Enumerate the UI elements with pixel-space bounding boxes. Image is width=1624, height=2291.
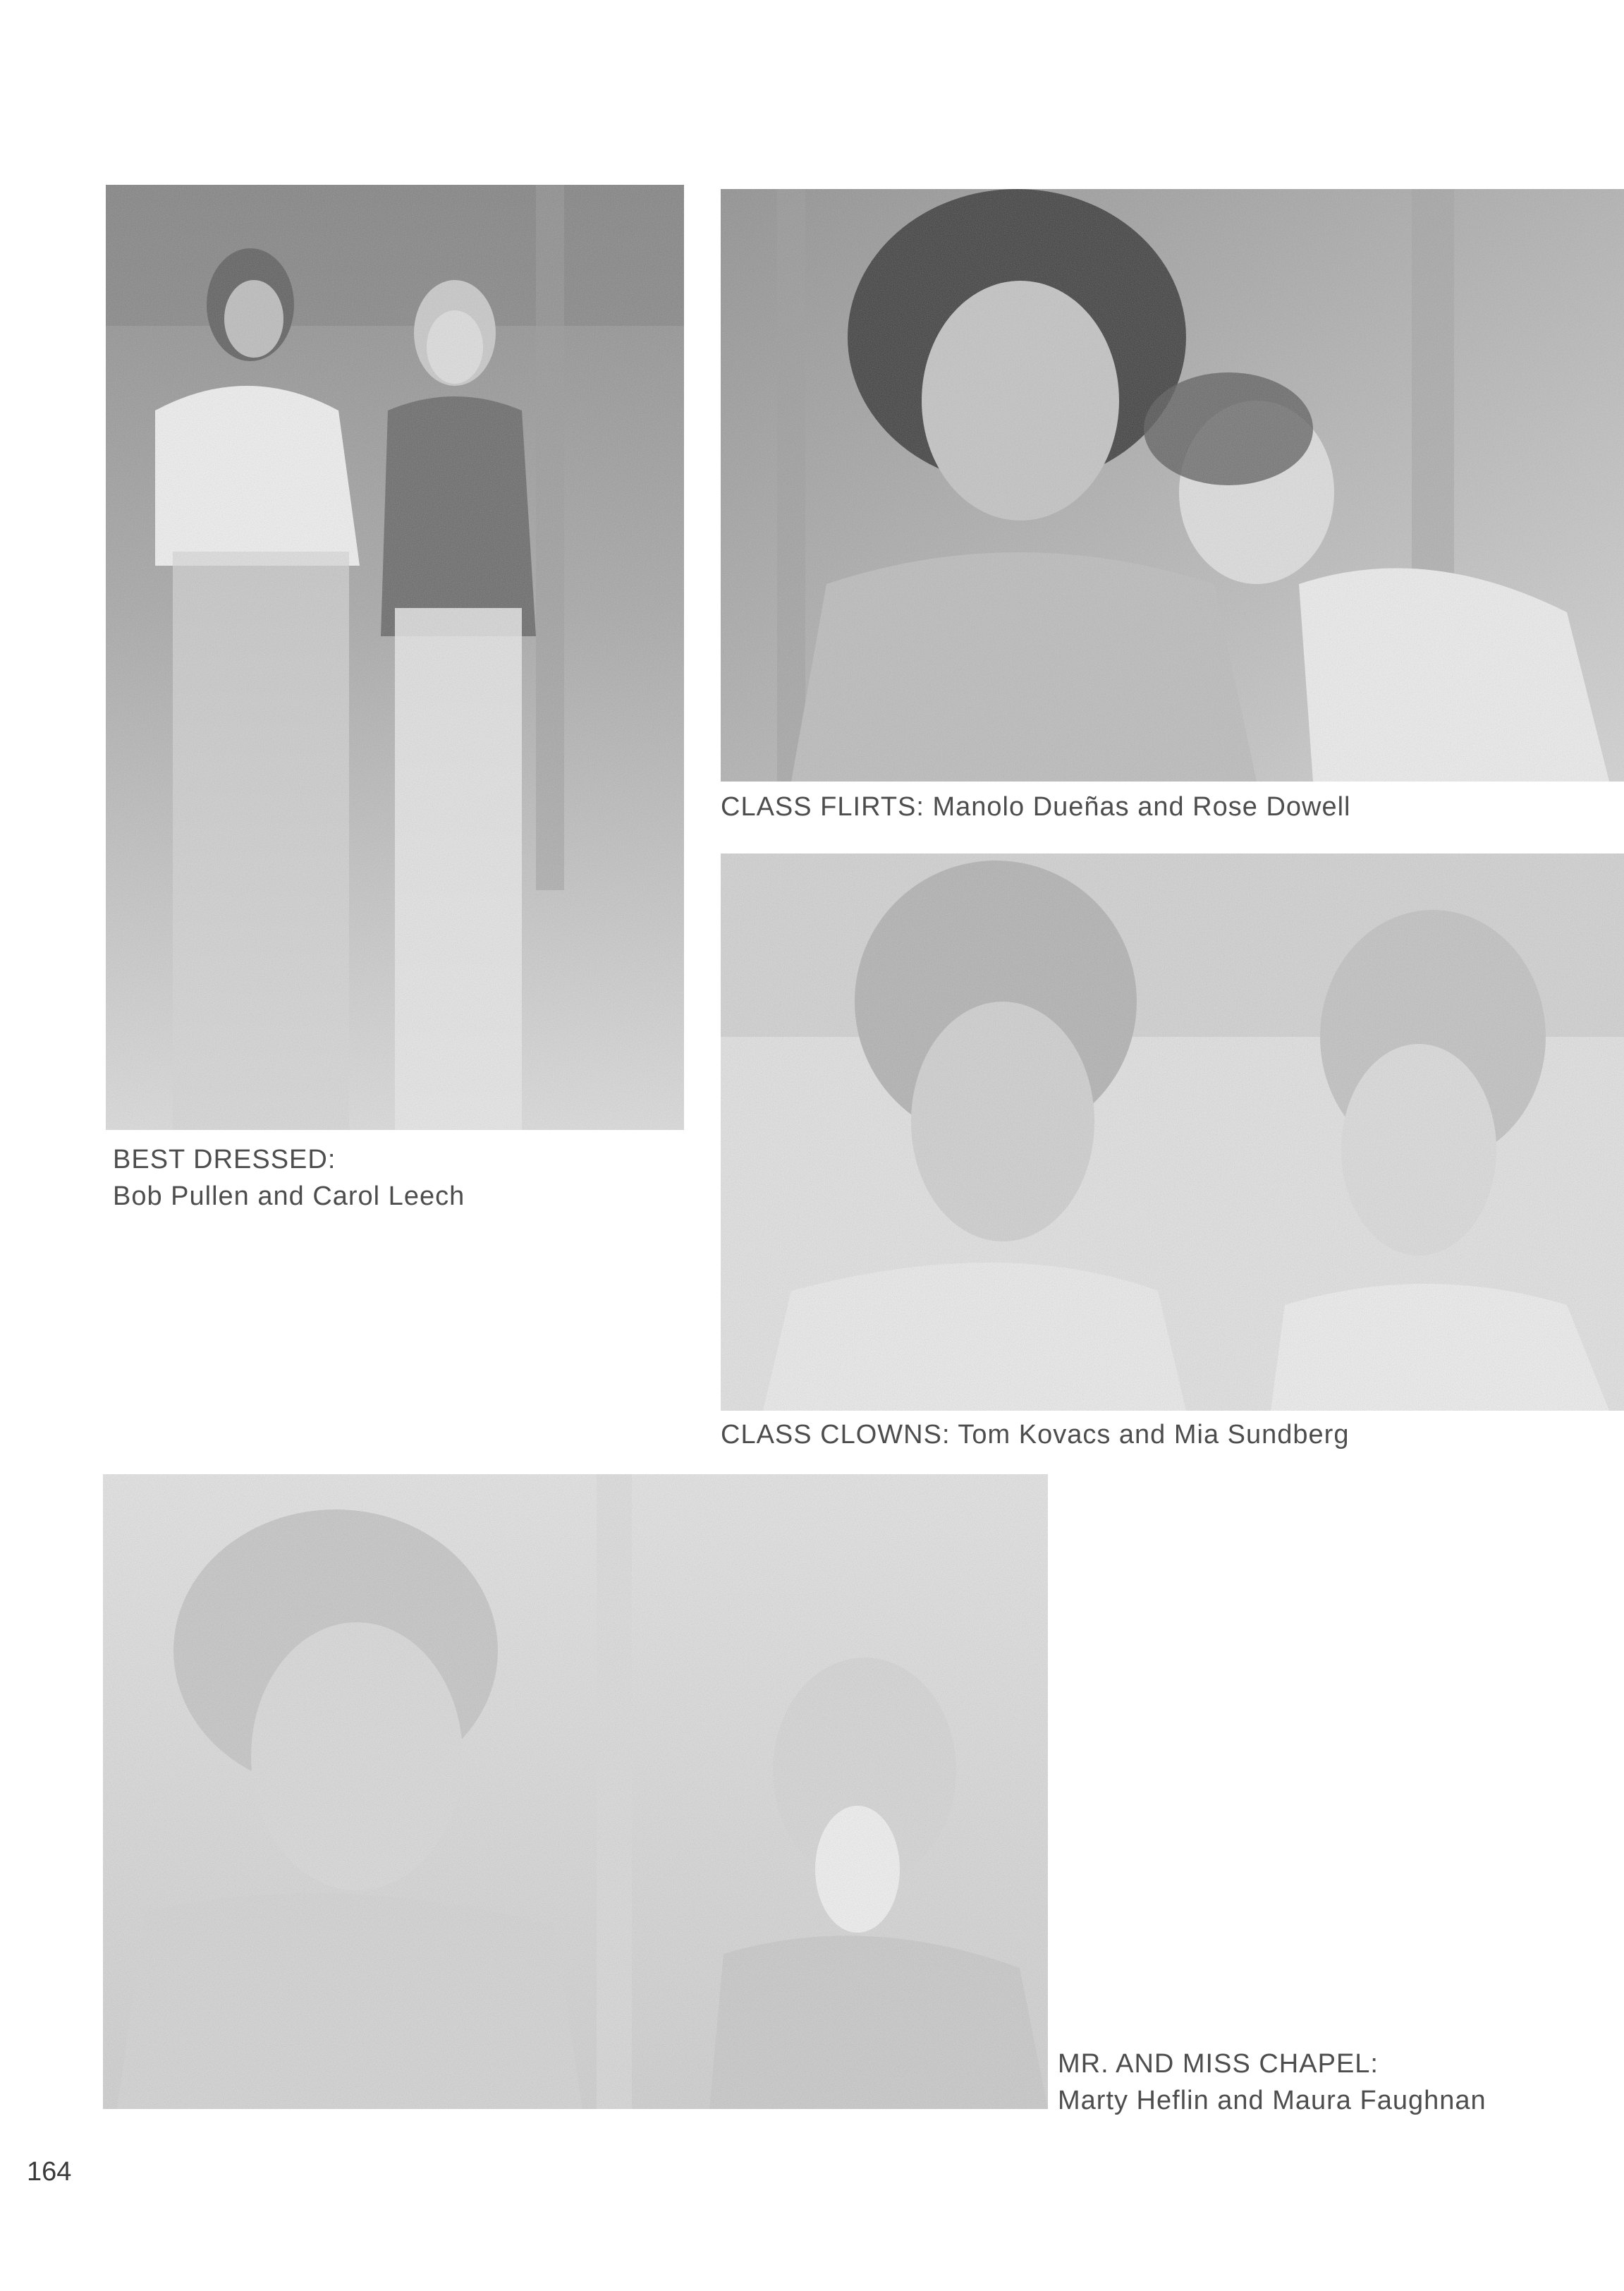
caption-best-dressed-title: BEST DRESSED: [113, 1145, 336, 1174]
photo-class-flirts-image [721, 189, 1624, 782]
photo-class-clowns-image [721, 853, 1624, 1411]
caption-best-dressed-names: Bob Pullen and Carol Leech [113, 1181, 465, 1211]
photo-best-dressed [106, 185, 684, 1130]
caption-class-clowns-text: CLASS CLOWNS: Tom Kovacs and Mia Sundberg [721, 1420, 1350, 1450]
caption-class-flirts-text: CLASS FLIRTS: Manolo Dueñas and Rose Dowell [721, 792, 1351, 822]
caption-chapel-title: MR. AND MISS CHAPEL: [1058, 2049, 1379, 2079]
caption-class-clowns [721, 1416, 1349, 1453]
photo-best-dressed-image [106, 185, 684, 1130]
photo-mr-and-miss-chapel-image [103, 1474, 1048, 2109]
caption-best-dressed [113, 1141, 465, 1215]
caption-chapel-names: Marty Heflin and Maura Faughnan [1058, 2086, 1486, 2115]
page-number: 164 [27, 2157, 72, 2187]
photo-class-clowns [721, 853, 1624, 1411]
caption-mr-and-miss-chapel [1058, 2046, 1486, 2119]
caption-class-flirts [721, 789, 1351, 825]
photo-mr-and-miss-chapel [103, 1474, 1048, 2109]
photo-class-flirts [721, 189, 1624, 782]
